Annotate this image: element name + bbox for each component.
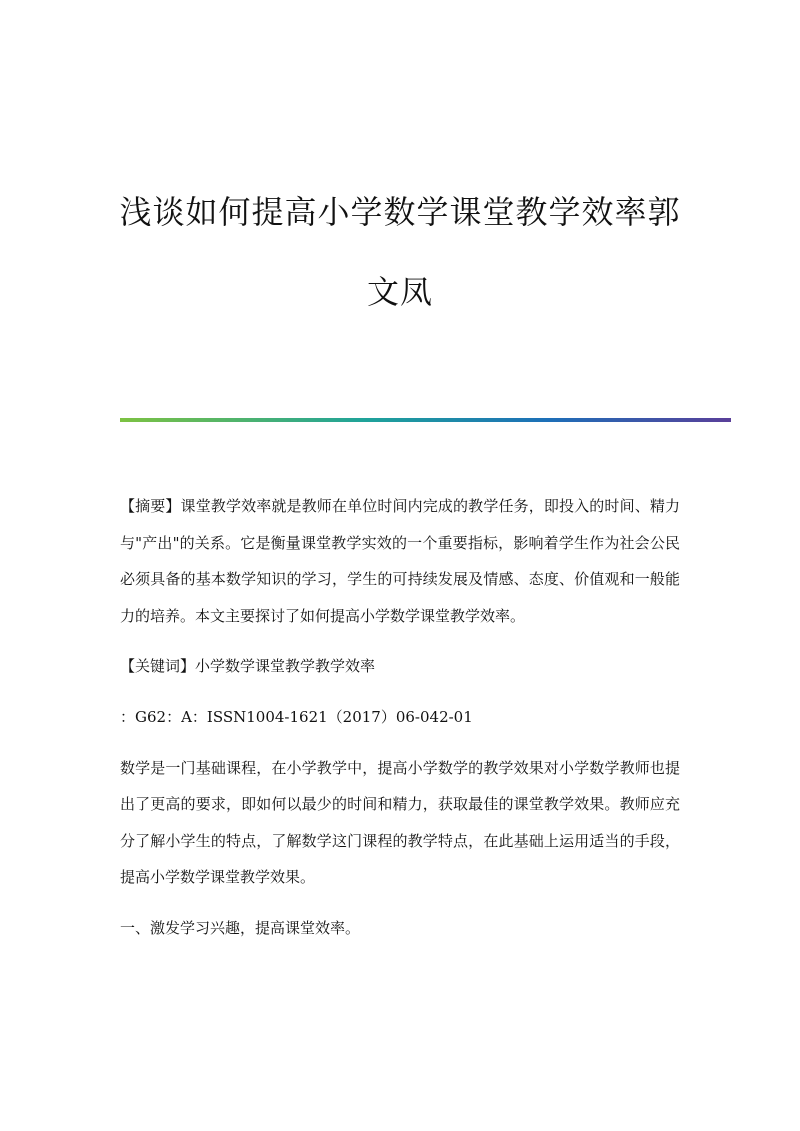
gradient-divider	[120, 418, 731, 422]
document-title-line2: 文凤	[366, 273, 433, 311]
abstract-paragraph: 【摘要】课堂教学效率就是教师在单位时间内完成的教学任务，即投入的时间、精力与"产出"的关系。它是衡量课堂教学实效的一个重要指标，影响着学生作为社会公民必须具备的基本数学知识的学习，学生的可持续发展及情感、态度、价值观和一般能力的培养。本文主要探讨了如何提高小学数学课堂教学效率。	[120, 497, 680, 625]
document-body	[120, 488, 680, 961]
section-heading: 一、激发学习兴趣，提高课堂效率。	[120, 918, 361, 937]
keywords-line: 【关键词】小学数学课堂教学教学效率	[120, 657, 376, 676]
intro-paragraph: 数学是一门基础课程，在小学教学中，提高小学数学的教学效果对小学数学教师也提出了更高的要求，即如何以最少的时间和精力，获取最佳的课堂教学效果。教师应充分了解小学生的特点，了解数学这门课程的教学特点，在此基础上运用适当的手段，提高小学数学课堂教学效果。	[120, 758, 680, 887]
document-title-line1: 浅谈如何提高小学数学课堂教学效率郭	[119, 193, 681, 231]
classification-line: ：G62：A：ISSN1004-1621（2017）06-042-01	[120, 707, 473, 726]
